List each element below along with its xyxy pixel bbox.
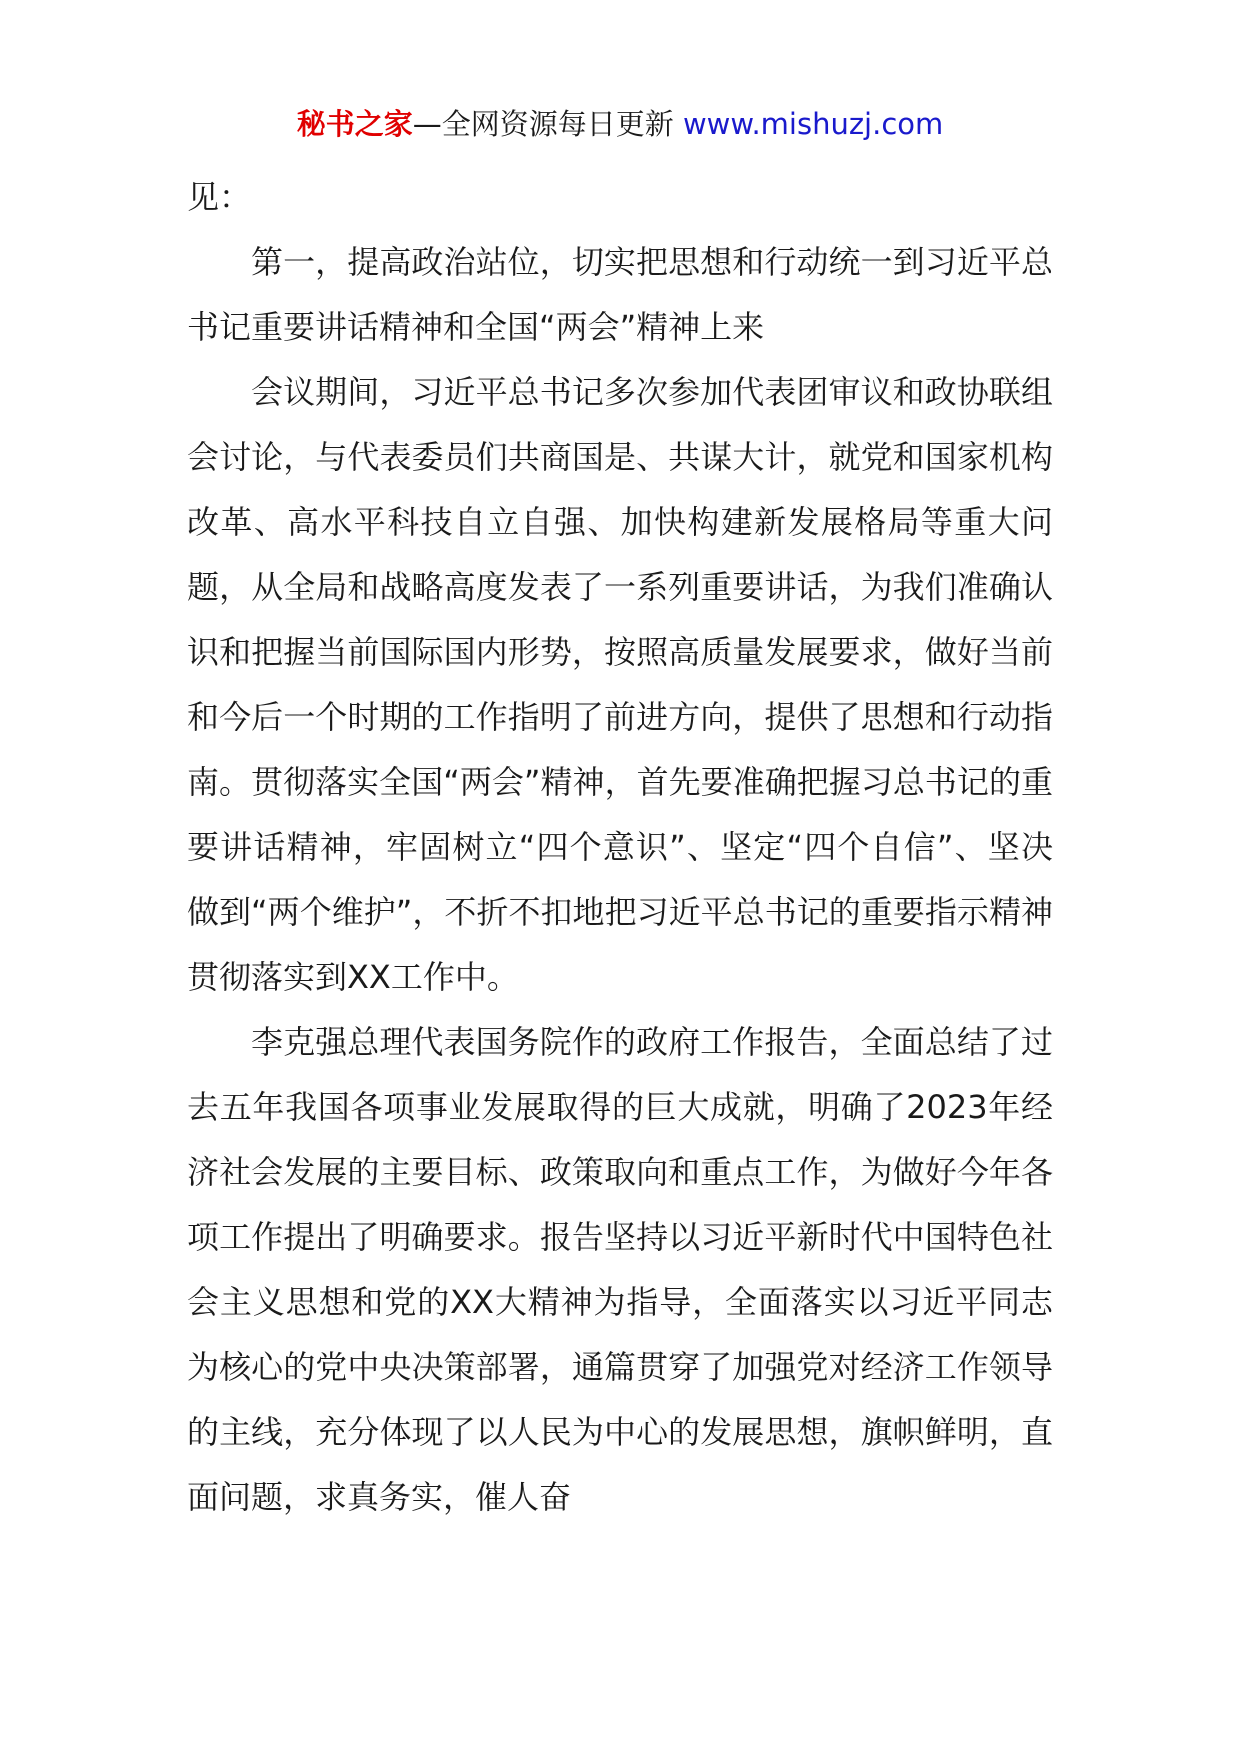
document-body xyxy=(187,165,1053,1530)
site-brand: 秘书之家 xyxy=(296,107,413,141)
site-tagline: —全网资源每日更新 xyxy=(412,107,683,141)
paragraph-continuation: 见： xyxy=(187,178,252,216)
section-heading-first: 第一，提高政治站位，切实把思想和行动统一到习近平总书记重要讲话精神和全国“两会”精神上来 xyxy=(187,243,1053,346)
paragraph-meeting: 会议期间，习近平总书记多次参加代表团审议和政协联组会讨论，与代表委员们共商国是、共谋大计，就党和国家机构改革、高水平科技自立自强、加快构建新发展格局等重大问题，从全局和战略高度发表了一系列重要讲话，为我们准确认识和把握当前国际国内形势，按照高质量发展要求，做好当前和今后一个时期的工作指明了前进方向，提供了思想和行动指南。贯彻落实全国“两会”精神，首先要准确把握习总书记的重要讲话精神，牢固树立“四个意识”、坚定“四个自信”、坚决做到“两个维护”，不折不扣地把习近平总书记的重要指示精神贯彻落实到XX工作中。 xyxy=(187,373,1053,996)
paragraph-government-report: 李克强总理代表国务院作的政府工作报告，全面总结了过去五年我国各项事业发展取得的巨大成就，明确了2023年经济社会发展的主要目标、政策取向和重点工作，为做好今年各项工作提出了明确要求。报告坚持以习近平新时代中国特色社会主义思想和党的XX大精神为指导，全面落实以习近平同志为核心的党中央决策部署，通篇贯穿了加强党对经济工作领导的主线，充分体现了以人民为中心的发展思想，旗帜鲜明，直面问题，求真务实，催人奋 xyxy=(187,1023,1053,1516)
site-url-link[interactable]: www.mishuzj.com xyxy=(682,107,944,141)
site-header xyxy=(0,104,1240,144)
